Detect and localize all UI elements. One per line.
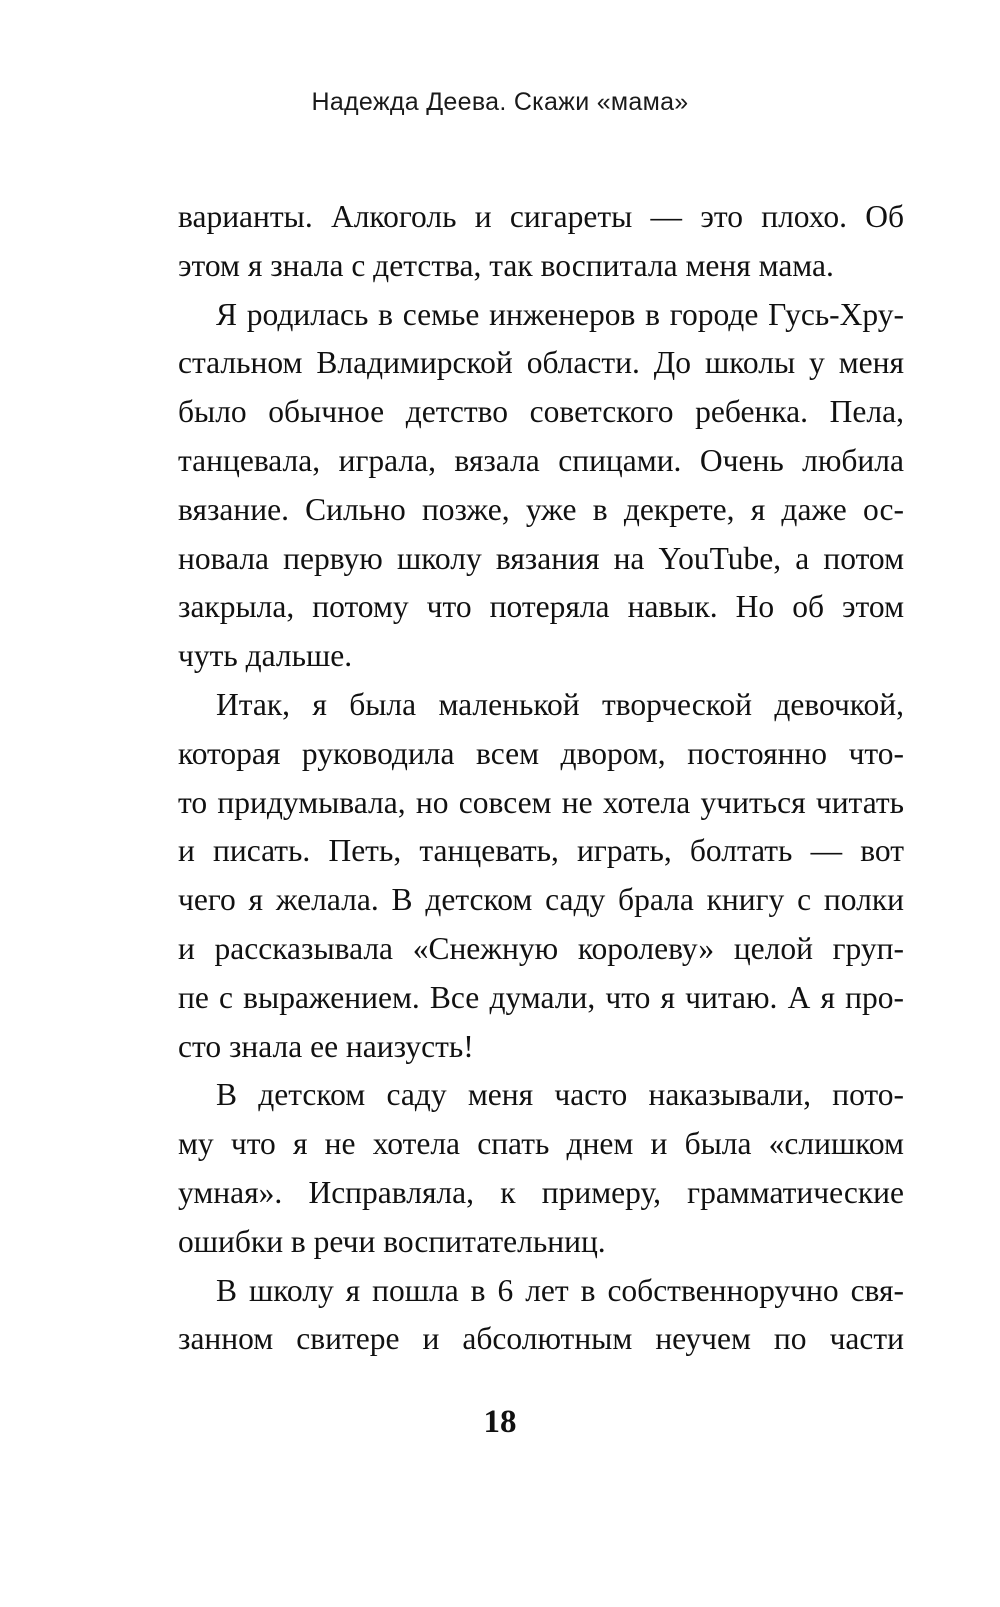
paragraph-5 xyxy=(178,1267,904,1365)
text-line: Я родилась в семье инженеров в городе Гусь-Хру- xyxy=(216,296,904,332)
text-line: варианты. Алкоголь и сигареты — это плохо. Об xyxy=(178,199,904,234)
body-text xyxy=(178,193,904,1364)
text-line: то придумывала, но совсем не хотела учиться читать xyxy=(178,784,904,820)
text-line: В детском саду меня часто наказывали, пото- xyxy=(216,1077,904,1113)
text-line: чего я желала. В детском саду брала книгу с полки xyxy=(178,882,904,918)
text-line: сто знала ее наизусть! xyxy=(178,1028,474,1064)
text-line: ошибки в речи воспитательниц. xyxy=(178,1223,606,1259)
text-line: пе с выражением. Все думали, что я читаю. А я про- xyxy=(178,979,904,1015)
paragraph-3 xyxy=(178,681,904,1071)
text-line: му что я не хотела спать днем и была «слишком xyxy=(178,1126,904,1162)
text-line: и писать. Петь, танцевать, играть, болтать — вот xyxy=(178,833,904,869)
text-line: было обычное детство советского ребенка. Пела, xyxy=(178,394,904,430)
text-line: занном свитере и абсолютным неучем по части xyxy=(178,1321,904,1357)
text-line: и рассказывала «Снежную королеву» целой груп- xyxy=(178,930,904,966)
paragraph-4 xyxy=(178,1071,904,1266)
text-line: которая руководила всем двором, постоянно что- xyxy=(178,735,904,771)
text-line: Итак, я была маленькой творческой девочкой, xyxy=(216,686,904,722)
paragraph-2 xyxy=(178,291,904,681)
text-line: В школу я пошла в 6 лет в собственноручно свя- xyxy=(216,1272,904,1308)
text-line: вязание. Сильно позже, уже в декрете, я даже ос- xyxy=(178,491,904,527)
text-line: чуть дальше. xyxy=(178,638,353,674)
paragraph-1 xyxy=(178,193,904,291)
running-header: Надежда Деева. Скажи «мама» xyxy=(311,88,689,116)
text-line: танцевала, играла, вязала спицами. Очень любила xyxy=(178,442,904,478)
text-line: новала первую школу вязания на YouTube, а потом xyxy=(178,540,904,576)
text-line: умная». Исправляла, к примеру, грамматические xyxy=(178,1174,904,1210)
page-number: 18 xyxy=(483,1404,517,1440)
text-line: закрыла, потому что потеряла навык. Но об этом xyxy=(178,589,904,625)
text-line: этом я знала с детства, так воспитала меня мама. xyxy=(178,247,834,283)
text-line: стальном Владимирской области. До школы у меня xyxy=(178,345,904,381)
